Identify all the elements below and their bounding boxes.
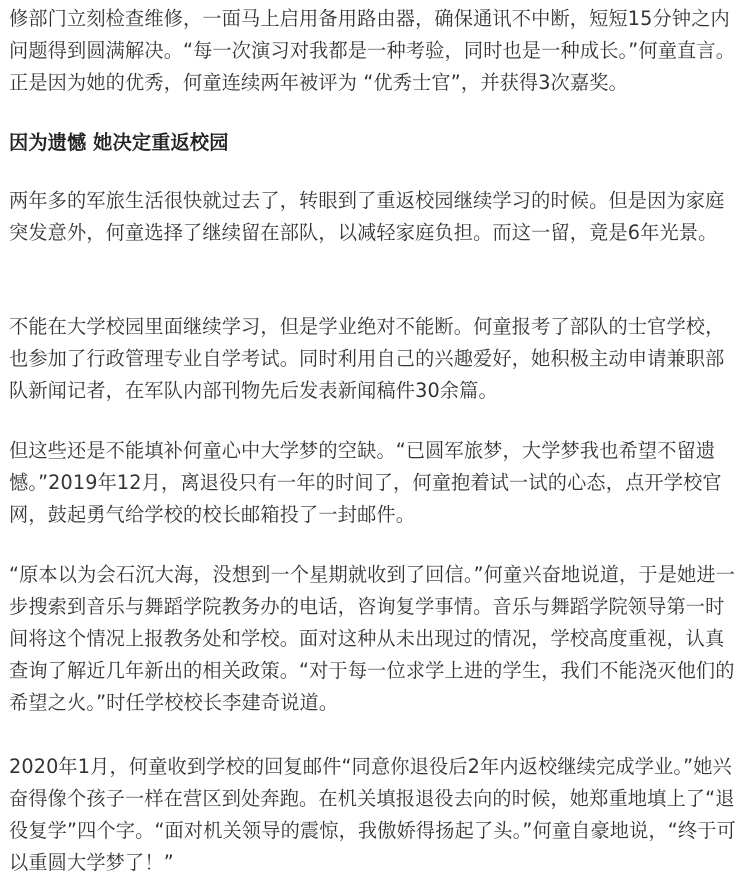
paragraph-school-reply: “原本以为会石沉大海，没想到一个星期就收到了回信。”何童兴奋地说道，于是她进一步搜索到音乐与舞蹈学院教务办的电话，咨询复学事情。音乐与舞蹈学院领导第一时间将这个情况上报教务处和学校。面对这种从未出现过的情况，学校高度重视，认真查询了解近几年新出的相关政策。“对于每一位求学上进的学生，我们不能浇灭他们的希望之火。”时任学校校长李建奇说道。 bbox=[9, 563, 736, 714]
paragraph-email-to-principal: 但这些还是不能填补何童心中大学梦的空缺。“已圆军旅梦，大学梦我也希望不留遗憾。”2019年12月，离退役只有一年的时间了，何童抱着试一试的心态，点开学校官网，鼓起勇气给学校的校长邮箱投了一封邮件。 bbox=[9, 439, 722, 526]
section-heading: 因为遗憾 她决定重返校园 bbox=[9, 131, 229, 154]
paragraph-return-decision: 2020年1月，何童收到学校的回复邮件“同意你退役后2年内返校继续完成学业。”她兴奋得像个孩子一样在营区到处奔跑。在机关填报退役去向的时候，她郑重地填上了“退役复学”四个字。“面对机关领导的震惊，我傲娇得扬起了头。”何童自豪地说，“终于可以重圆大学梦了！” bbox=[9, 755, 736, 874]
paragraph-intro: 修部门立刻检查维修，一面马上启用备用路由器，确保通讯不中断，短短15分钟之内问题得到圆满解决。“每一次演习对我都是一种考验，同时也是一种成长。”何童直言。正是因为她的优秀，何童连续两年被评为 “优秀士官”，并获得3次嘉奖。 bbox=[9, 7, 736, 94]
paragraph-self-study: 不能在大学校园里面继续学习，但是学业绝对不能断。何童报考了部队的士官学校，也参加了行政管理专业自学考试。同时利用自己的兴趣爱好，她积极主动申请兼职部队新闻记者，在军队内部刊物先后发表新闻稿件30余篇。 bbox=[9, 315, 725, 402]
paragraph-military-life: 两年多的军旅生活很快就过去了，转眼到了重返校园继续学习的时候。但是因为家庭突发意外，何童选择了继续留在部队，以减轻家庭负担。而这一留，竟是6年光景。 bbox=[9, 189, 725, 244]
